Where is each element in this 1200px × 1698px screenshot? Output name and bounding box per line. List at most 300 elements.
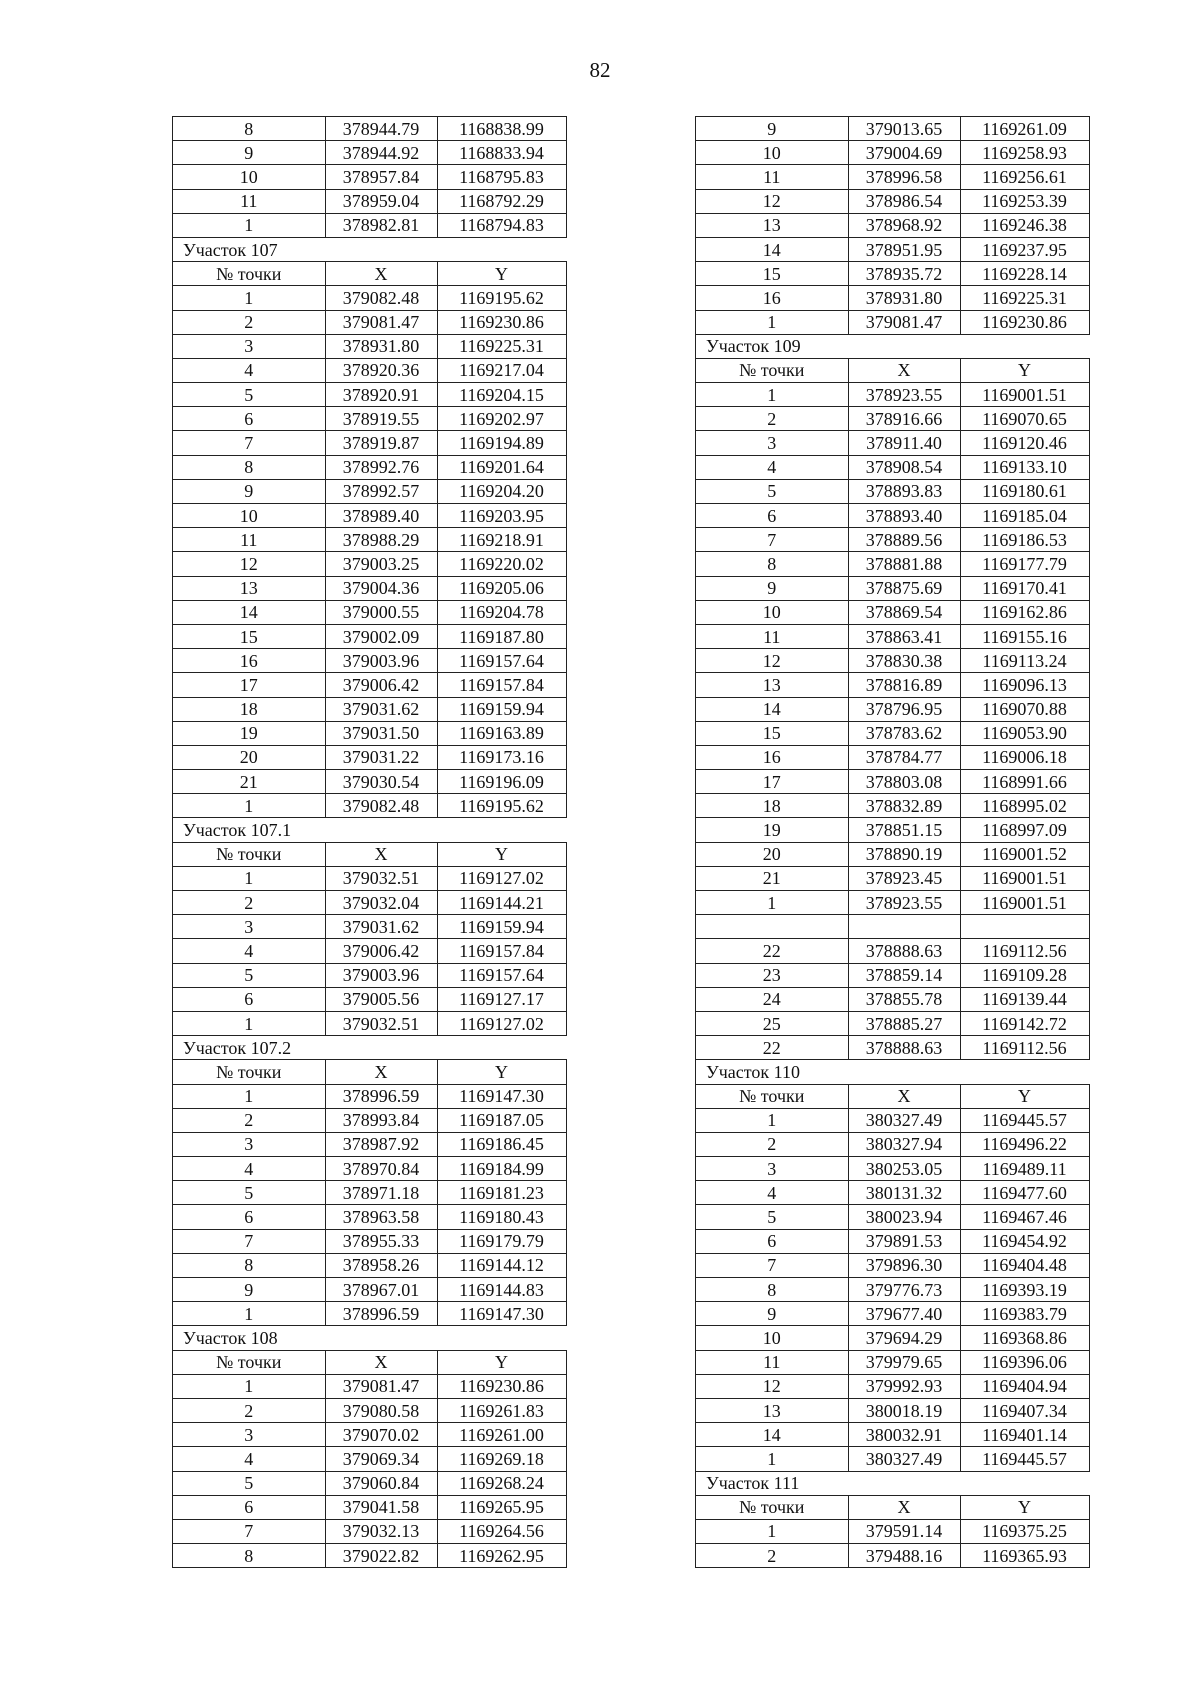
y-coordinate-cell: 1169258.93 xyxy=(960,141,1089,165)
y-coordinate-cell: 1169147.30 xyxy=(437,1302,566,1326)
point-number-cell: 12 xyxy=(173,552,326,576)
point-number-cell: 1 xyxy=(173,866,326,890)
x-coordinate-cell: 378944.92 xyxy=(325,141,437,165)
y-coordinate-cell: 1169261.00 xyxy=(437,1423,566,1447)
section-title-row xyxy=(173,237,567,261)
y-coordinate-cell: 1169157.64 xyxy=(437,649,566,673)
header-x: X xyxy=(325,842,437,866)
header-point-number: № точки xyxy=(173,1060,326,1084)
y-coordinate-cell: 1169393.19 xyxy=(960,1278,1089,1302)
table-row xyxy=(173,1495,567,1519)
table-row xyxy=(696,1350,1090,1374)
table-row xyxy=(696,987,1090,1011)
table-row xyxy=(173,383,567,407)
point-number-cell: 18 xyxy=(696,794,849,818)
table-row xyxy=(173,1181,567,1205)
table-row xyxy=(696,1326,1090,1350)
y-coordinate-cell: 1169368.86 xyxy=(960,1326,1089,1350)
header-row xyxy=(696,358,1090,382)
y-coordinate-cell: 1169112.56 xyxy=(960,1036,1089,1060)
y-coordinate-cell: 1169187.80 xyxy=(437,624,566,648)
x-coordinate-cell: 379032.51 xyxy=(325,1011,437,1035)
table-row xyxy=(173,624,567,648)
x-coordinate-cell: 379694.29 xyxy=(848,1326,960,1350)
x-coordinate-cell: 379979.65 xyxy=(848,1350,960,1374)
y-coordinate-cell: 1169120.46 xyxy=(960,431,1089,455)
y-coordinate-cell: 1168838.99 xyxy=(437,117,566,141)
x-coordinate-cell: 378988.29 xyxy=(325,528,437,552)
x-coordinate-cell: 379031.50 xyxy=(325,721,437,745)
table-row xyxy=(173,1423,567,1447)
point-number-cell: 23 xyxy=(696,963,849,987)
point-number-cell: 5 xyxy=(173,1181,326,1205)
point-number-cell: 4 xyxy=(173,1447,326,1471)
x-coordinate-cell: 378923.55 xyxy=(848,891,960,915)
x-coordinate-cell: 378996.59 xyxy=(325,1302,437,1326)
point-number-cell: 2 xyxy=(173,310,326,334)
table-row xyxy=(173,165,567,189)
y-coordinate-cell: 1169006.18 xyxy=(960,745,1089,769)
table-row xyxy=(696,262,1090,286)
table-row xyxy=(173,1278,567,1302)
x-coordinate-cell: 378784.77 xyxy=(848,745,960,769)
x-coordinate-cell: 379069.34 xyxy=(325,1447,437,1471)
point-number-cell: 16 xyxy=(696,286,849,310)
table-row xyxy=(696,939,1090,963)
header-x: X xyxy=(848,1084,960,1108)
y-coordinate-cell: 1169230.86 xyxy=(437,1374,566,1398)
x-coordinate-cell: 379006.42 xyxy=(325,673,437,697)
x-coordinate-cell: 380032.91 xyxy=(848,1423,960,1447)
y-coordinate-cell: 1168833.94 xyxy=(437,141,566,165)
header-x: X xyxy=(325,1060,437,1084)
header-row xyxy=(696,1084,1090,1108)
point-number-cell: 8 xyxy=(696,1278,849,1302)
x-coordinate-cell: 378869.54 xyxy=(848,600,960,624)
header-row xyxy=(173,262,567,286)
point-number-cell: 14 xyxy=(173,600,326,624)
table-row xyxy=(696,1181,1090,1205)
y-coordinate-cell: 1169445.57 xyxy=(960,1108,1089,1132)
table-row xyxy=(696,915,1090,939)
section-title-blank xyxy=(848,334,1089,358)
point-number-cell: 10 xyxy=(696,1326,849,1350)
x-coordinate-cell: 379022.82 xyxy=(325,1544,437,1568)
x-coordinate-cell: 380253.05 xyxy=(848,1157,960,1181)
section-title-row xyxy=(696,1060,1090,1084)
x-coordinate-cell: 379031.22 xyxy=(325,745,437,769)
table-row xyxy=(696,721,1090,745)
table-row xyxy=(173,600,567,624)
table-row xyxy=(696,431,1090,455)
section-title: Участок 110 xyxy=(696,1060,849,1084)
y-coordinate-cell: 1169147.30 xyxy=(437,1084,566,1108)
x-coordinate-cell: 379032.04 xyxy=(325,891,437,915)
point-number-cell: 14 xyxy=(696,697,849,721)
point-number-cell: 13 xyxy=(696,1398,849,1422)
table-row xyxy=(173,528,567,552)
y-coordinate-cell: 1169407.34 xyxy=(960,1398,1089,1422)
point-number-cell: 7 xyxy=(173,431,326,455)
point-number-cell: 1 xyxy=(173,1374,326,1398)
table-row xyxy=(696,1302,1090,1326)
y-coordinate-cell: 1169127.02 xyxy=(437,866,566,890)
x-coordinate-cell: 378923.55 xyxy=(848,383,960,407)
x-coordinate-cell: 378920.36 xyxy=(325,358,437,382)
x-coordinate-cell: 378888.63 xyxy=(848,939,960,963)
y-coordinate-cell: 1169177.79 xyxy=(960,552,1089,576)
point-number-cell: 11 xyxy=(696,1350,849,1374)
y-coordinate-cell: 1169144.83 xyxy=(437,1278,566,1302)
point-number-cell: 5 xyxy=(173,1471,326,1495)
y-coordinate-cell: 1169217.04 xyxy=(437,358,566,382)
table-row xyxy=(696,237,1090,261)
y-coordinate-cell: 1169237.95 xyxy=(960,237,1089,261)
header-point-number: № точки xyxy=(696,358,849,382)
x-coordinate-cell: 379005.56 xyxy=(325,987,437,1011)
x-coordinate-cell: 379082.48 xyxy=(325,794,437,818)
point-number-cell: 9 xyxy=(173,141,326,165)
point-number-cell: 12 xyxy=(696,649,849,673)
point-number-cell: 15 xyxy=(696,721,849,745)
point-number-cell: 22 xyxy=(696,1036,849,1060)
table-row xyxy=(173,1084,567,1108)
table-row xyxy=(173,1302,567,1326)
table-row xyxy=(696,673,1090,697)
y-coordinate-cell: 1169195.62 xyxy=(437,286,566,310)
table-row xyxy=(173,1519,567,1543)
table-row xyxy=(696,649,1090,673)
table-row xyxy=(173,407,567,431)
point-number-cell: 21 xyxy=(173,770,326,794)
point-number-cell: 4 xyxy=(696,1181,849,1205)
table-row xyxy=(696,818,1090,842)
x-coordinate-cell: 378919.87 xyxy=(325,431,437,455)
y-coordinate-cell: 1169001.51 xyxy=(960,866,1089,890)
table-row xyxy=(173,431,567,455)
table-row xyxy=(696,213,1090,237)
x-coordinate-cell: 379776.73 xyxy=(848,1278,960,1302)
point-number-cell: 19 xyxy=(173,721,326,745)
x-coordinate-cell: 378931.80 xyxy=(848,286,960,310)
point-number-cell: 22 xyxy=(696,939,849,963)
x-coordinate-cell: 378971.18 xyxy=(325,1181,437,1205)
y-coordinate-cell: 1169262.95 xyxy=(437,1544,566,1568)
section-title-blank xyxy=(848,1471,1089,1495)
point-number-cell: 1 xyxy=(696,383,849,407)
x-coordinate-cell: 378863.41 xyxy=(848,624,960,648)
y-coordinate-cell: 1169454.92 xyxy=(960,1229,1089,1253)
section-title-blank xyxy=(325,237,566,261)
table-row xyxy=(173,1132,567,1156)
section-title: Участок 111 xyxy=(696,1471,849,1495)
point-number-cell: 2 xyxy=(173,1398,326,1422)
coordinates-table-right xyxy=(695,116,1090,1568)
x-coordinate-cell: 380327.49 xyxy=(848,1108,960,1132)
table-row xyxy=(696,1108,1090,1132)
y-coordinate-cell: 1169113.24 xyxy=(960,649,1089,673)
point-number-cell: 1 xyxy=(173,794,326,818)
y-coordinate-cell: 1169053.90 xyxy=(960,721,1089,745)
y-coordinate-cell: 1169203.95 xyxy=(437,504,566,528)
x-coordinate-cell: 378967.01 xyxy=(325,1278,437,1302)
table-row xyxy=(696,286,1090,310)
y-coordinate-cell: 1168792.29 xyxy=(437,189,566,213)
y-coordinate-cell: 1169001.51 xyxy=(960,383,1089,407)
table-row xyxy=(696,117,1090,141)
x-coordinate-cell: 379081.47 xyxy=(325,1374,437,1398)
header-x: X xyxy=(848,1495,960,1519)
point-number-cell: 1 xyxy=(173,213,326,237)
point-number-cell: 18 xyxy=(173,697,326,721)
point-number-cell: 11 xyxy=(173,528,326,552)
point-number-cell: 21 xyxy=(696,866,849,890)
y-coordinate-cell: 1169159.94 xyxy=(437,697,566,721)
y-coordinate-cell: 1169070.88 xyxy=(960,697,1089,721)
point-number-cell: 1 xyxy=(696,1519,849,1543)
point-number-cell: 1 xyxy=(173,1302,326,1326)
x-coordinate-cell: 379082.48 xyxy=(325,286,437,310)
table-row xyxy=(696,891,1090,915)
point-number-cell: 19 xyxy=(696,818,849,842)
table-row xyxy=(173,939,567,963)
point-number-cell: 3 xyxy=(173,334,326,358)
y-coordinate-cell: 1169496.22 xyxy=(960,1132,1089,1156)
section-title-row xyxy=(173,1326,567,1350)
y-coordinate-cell: 1169201.64 xyxy=(437,455,566,479)
header-row xyxy=(173,842,567,866)
table-row xyxy=(173,745,567,769)
point-number-cell: 12 xyxy=(696,1374,849,1398)
table-row xyxy=(173,189,567,213)
y-coordinate-cell: 1169230.86 xyxy=(437,310,566,334)
x-coordinate-cell: 379032.13 xyxy=(325,1519,437,1543)
y-coordinate-cell: 1169187.05 xyxy=(437,1108,566,1132)
x-coordinate-cell: 379013.65 xyxy=(848,117,960,141)
coordinates-table-left xyxy=(172,116,567,1568)
point-number-cell: 16 xyxy=(696,745,849,769)
x-coordinate-cell: 378970.84 xyxy=(325,1157,437,1181)
table-row xyxy=(696,697,1090,721)
table-row xyxy=(173,721,567,745)
section-title: Участок 107.1 xyxy=(173,818,326,842)
x-coordinate-cell: 379003.96 xyxy=(325,649,437,673)
table-row xyxy=(173,697,567,721)
x-coordinate-cell: 380023.94 xyxy=(848,1205,960,1229)
x-coordinate-cell: 379031.62 xyxy=(325,697,437,721)
table-row xyxy=(696,1278,1090,1302)
y-coordinate-cell: 1169383.79 xyxy=(960,1302,1089,1326)
y-coordinate-cell: 1169268.24 xyxy=(437,1471,566,1495)
x-coordinate-cell: 379081.47 xyxy=(848,310,960,334)
point-number-cell: 4 xyxy=(696,455,849,479)
x-coordinate-cell: 379060.84 xyxy=(325,1471,437,1495)
y-coordinate-cell: 1169225.31 xyxy=(960,286,1089,310)
y-coordinate-cell: 1169202.97 xyxy=(437,407,566,431)
x-coordinate-cell: 378859.14 xyxy=(848,963,960,987)
table-row xyxy=(173,1011,567,1035)
table-row xyxy=(696,455,1090,479)
table-row xyxy=(173,1544,567,1568)
x-coordinate-cell: 378830.38 xyxy=(848,649,960,673)
y-coordinate-cell: 1169204.20 xyxy=(437,479,566,503)
x-coordinate-cell: 379004.69 xyxy=(848,141,960,165)
table-row xyxy=(173,358,567,382)
point-number-cell: 8 xyxy=(173,1544,326,1568)
x-coordinate-cell: 378916.66 xyxy=(848,407,960,431)
point-number-cell: 14 xyxy=(696,1423,849,1447)
point-number-cell: 11 xyxy=(173,189,326,213)
header-y: Y xyxy=(960,1084,1089,1108)
y-coordinate-cell: 1169157.84 xyxy=(437,939,566,963)
point-number-cell: 11 xyxy=(696,165,849,189)
x-coordinate-cell: 380327.49 xyxy=(848,1447,960,1471)
point-number-cell: 5 xyxy=(696,1205,849,1229)
point-number-cell: 12 xyxy=(696,189,849,213)
header-point-number: № точки xyxy=(173,1350,326,1374)
y-coordinate-cell: 1169173.16 xyxy=(437,745,566,769)
y-coordinate-cell: 1169477.60 xyxy=(960,1181,1089,1205)
point-number-cell: 8 xyxy=(173,117,326,141)
table-row xyxy=(173,770,567,794)
table-row xyxy=(696,1132,1090,1156)
header-x: X xyxy=(325,262,437,286)
point-number-cell: 20 xyxy=(696,842,849,866)
x-coordinate-cell: 378959.04 xyxy=(325,189,437,213)
x-coordinate-cell: 379070.02 xyxy=(325,1423,437,1447)
y-coordinate-cell: 1169220.02 xyxy=(437,552,566,576)
x-coordinate-cell: 379041.58 xyxy=(325,1495,437,1519)
x-coordinate-cell: 378885.27 xyxy=(848,1011,960,1035)
y-coordinate-cell: 1168795.83 xyxy=(437,165,566,189)
x-coordinate-cell: 379081.47 xyxy=(325,310,437,334)
header-x: X xyxy=(325,1350,437,1374)
table-row xyxy=(173,286,567,310)
y-coordinate-cell: 1169162.86 xyxy=(960,600,1089,624)
x-coordinate-cell: 378919.55 xyxy=(325,407,437,431)
y-coordinate-cell: 1169269.18 xyxy=(437,1447,566,1471)
x-coordinate-cell: 378816.89 xyxy=(848,673,960,697)
table-row xyxy=(696,141,1090,165)
point-number-cell: 10 xyxy=(696,141,849,165)
point-number-cell: 6 xyxy=(696,504,849,528)
table-row xyxy=(173,213,567,237)
y-coordinate-cell: 1169194.89 xyxy=(437,431,566,455)
point-number-cell: 6 xyxy=(696,1229,849,1253)
header-y: Y xyxy=(437,1350,566,1374)
x-coordinate-cell: 379002.09 xyxy=(325,624,437,648)
y-coordinate-cell: 1168794.83 xyxy=(437,213,566,237)
table-row xyxy=(173,1447,567,1471)
y-coordinate-cell: 1169181.23 xyxy=(437,1181,566,1205)
table-row xyxy=(696,624,1090,648)
y-coordinate-cell: 1169195.62 xyxy=(437,794,566,818)
section-title-blank xyxy=(848,1060,1089,1084)
point-number-cell: 10 xyxy=(173,165,326,189)
point-number-cell: 4 xyxy=(173,358,326,382)
table-row xyxy=(173,866,567,890)
point-number-cell: 10 xyxy=(173,504,326,528)
x-coordinate-cell: 378968.92 xyxy=(848,213,960,237)
table-row xyxy=(696,528,1090,552)
y-coordinate-cell: 1169365.93 xyxy=(960,1544,1089,1568)
y-coordinate-cell: 1169127.02 xyxy=(437,1011,566,1035)
point-number-cell: 8 xyxy=(173,455,326,479)
x-coordinate-cell: 378851.15 xyxy=(848,818,960,842)
y-coordinate-cell: 1169401.14 xyxy=(960,1423,1089,1447)
x-coordinate-cell: 378992.76 xyxy=(325,455,437,479)
y-coordinate-cell xyxy=(960,915,1089,939)
x-coordinate-cell: 378911.40 xyxy=(848,431,960,455)
point-number-cell: 17 xyxy=(173,673,326,697)
point-number-cell: 9 xyxy=(173,479,326,503)
point-number-cell: 17 xyxy=(696,770,849,794)
y-coordinate-cell: 1169157.84 xyxy=(437,673,566,697)
table-row xyxy=(696,1398,1090,1422)
x-coordinate-cell: 378982.81 xyxy=(325,213,437,237)
table-row xyxy=(696,1374,1090,1398)
x-coordinate-cell: 378889.56 xyxy=(848,528,960,552)
section-title: Участок 107.2 xyxy=(173,1036,326,1060)
x-coordinate-cell: 378881.88 xyxy=(848,552,960,576)
x-coordinate-cell: 379003.96 xyxy=(325,963,437,987)
point-number-cell: 14 xyxy=(696,237,849,261)
table-row xyxy=(696,1011,1090,1035)
x-coordinate-cell: 378986.54 xyxy=(848,189,960,213)
point-number-cell: 16 xyxy=(173,649,326,673)
table-row xyxy=(173,117,567,141)
table-row xyxy=(696,407,1090,431)
y-coordinate-cell: 1168997.09 xyxy=(960,818,1089,842)
point-number-cell: 7 xyxy=(173,1519,326,1543)
point-number-cell: 9 xyxy=(696,576,849,600)
x-coordinate-cell: 378987.92 xyxy=(325,1132,437,1156)
table-row xyxy=(696,1447,1090,1471)
y-coordinate-cell: 1169261.09 xyxy=(960,117,1089,141)
table-row xyxy=(696,504,1090,528)
section-title: Участок 109 xyxy=(696,334,849,358)
y-coordinate-cell: 1169127.17 xyxy=(437,987,566,1011)
x-coordinate-cell: 378890.19 xyxy=(848,842,960,866)
y-coordinate-cell: 1169467.46 xyxy=(960,1205,1089,1229)
y-coordinate-cell: 1169180.61 xyxy=(960,479,1089,503)
x-coordinate-cell: 379031.62 xyxy=(325,915,437,939)
table-row xyxy=(173,141,567,165)
point-number-cell: 5 xyxy=(173,963,326,987)
point-number-cell: 9 xyxy=(696,1302,849,1326)
point-number-cell: 13 xyxy=(173,576,326,600)
table-row xyxy=(696,310,1090,334)
header-point-number: № точки xyxy=(696,1495,849,1519)
table-row xyxy=(173,891,567,915)
x-coordinate-cell: 378963.58 xyxy=(325,1205,437,1229)
y-coordinate-cell: 1169375.25 xyxy=(960,1519,1089,1543)
y-coordinate-cell: 1169001.52 xyxy=(960,842,1089,866)
table-row xyxy=(696,963,1090,987)
section-title-row xyxy=(173,1036,567,1060)
y-coordinate-cell: 1169179.79 xyxy=(437,1229,566,1253)
point-number-cell: 8 xyxy=(696,552,849,576)
table-row xyxy=(696,1519,1090,1543)
point-number-cell: 4 xyxy=(173,939,326,963)
x-coordinate-cell: 378783.62 xyxy=(848,721,960,745)
point-number-cell: 6 xyxy=(173,407,326,431)
x-coordinate-cell: 380327.94 xyxy=(848,1132,960,1156)
table-row xyxy=(173,794,567,818)
table-row xyxy=(173,1108,567,1132)
y-coordinate-cell: 1169112.56 xyxy=(960,939,1089,963)
y-coordinate-cell: 1169489.11 xyxy=(960,1157,1089,1181)
